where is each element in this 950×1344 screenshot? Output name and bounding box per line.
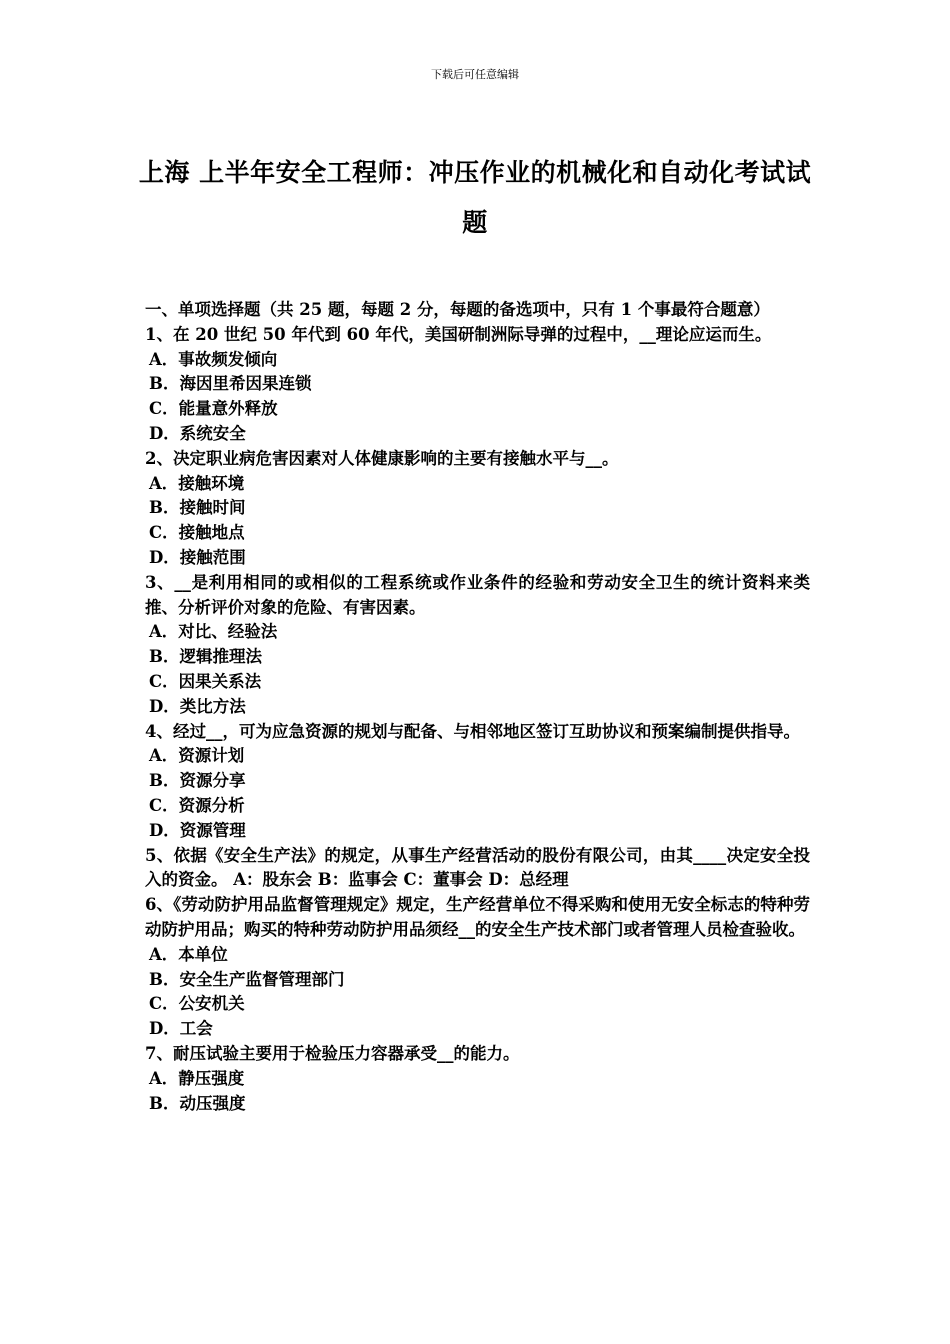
option-3b: B．逻辑推理法 [149,647,262,667]
document-body [145,298,810,1116]
option-4a: A．资源计划 [149,746,245,766]
option-4d: D．资源管理 [149,820,246,840]
question-2: 2、决定职业病危害因素对人体健康影响的主要有接触水平与__。 [145,448,619,468]
option-6d: D．工会 [149,1019,213,1039]
option-1b: B．海因里希因果连锁 [149,374,312,394]
question-1: 1、在 20 世纪 50 年代到 60 年代，美国研制洲际导弹的过程中，__理论应运而生。 [145,324,772,344]
option-6c: C．公安机关 [149,994,245,1014]
option-2c: C．接触地点 [149,523,245,543]
question-6: 6、《劳动防护用品监督管理规定》规定，生产经营单位不得采购和使用无安全标志的特种劳动防护用品；购买的特种劳动防护用品须经__的安全生产技术部门或者管理人员检查验收。 [145,895,810,939]
option-6b: B．安全生产监督管理部门 [149,969,345,989]
question-4: 4、经过__，可为应急资源的规划与配备、与相邻地区签订互助协议和预案编制提供指导。 [145,721,800,741]
option-4b: B．资源分享 [149,771,246,791]
option-7b: B．动压强度 [149,1093,246,1113]
option-1c: C．能量意外释放 [149,399,278,419]
option-2b: B．接触时间 [149,498,246,518]
option-7a: A．静压强度 [149,1068,245,1088]
option-3a: A．对比、经验法 [149,622,278,642]
question-3: 3、__是利用相同的或相似的工程系统或作业条件的经验和劳动安全卫生的统计资料来类推、分析评价对象的危险、有害因素。 [145,572,810,617]
question-5: 5、依据《安全生产法》的规定，从事生产经营活动的股份有限公司，由其____决定安全投入的资金。 A：股东会 B：监事会 C：董事会 D：总经理 [145,845,810,890]
option-4c: C．资源分析 [149,795,245,815]
option-1a: A．事故频发倾向 [149,349,278,369]
option-3d: D．类比方法 [149,696,246,716]
question-7: 7、耐压试验主要用于检验压力容器承受__的能力。 [145,1043,520,1063]
header-note: 下载后可任意编辑 [431,68,519,81]
document-title: 上海 上半年安全工程师：冲压作业的机械化和自动化考试试题 [138,158,812,237]
option-2d: D．接触范围 [149,547,246,567]
option-6a: A．本单位 [149,944,228,964]
option-3c: C．因果关系法 [149,671,262,691]
section-heading: 一、单项选择题（共 25 题，每题 2 分，每题的备选项中，只有 1 个事最符合题意） [145,300,770,319]
option-2a: A．接触环境 [149,473,245,493]
option-1d: D．系统安全 [149,423,246,443]
